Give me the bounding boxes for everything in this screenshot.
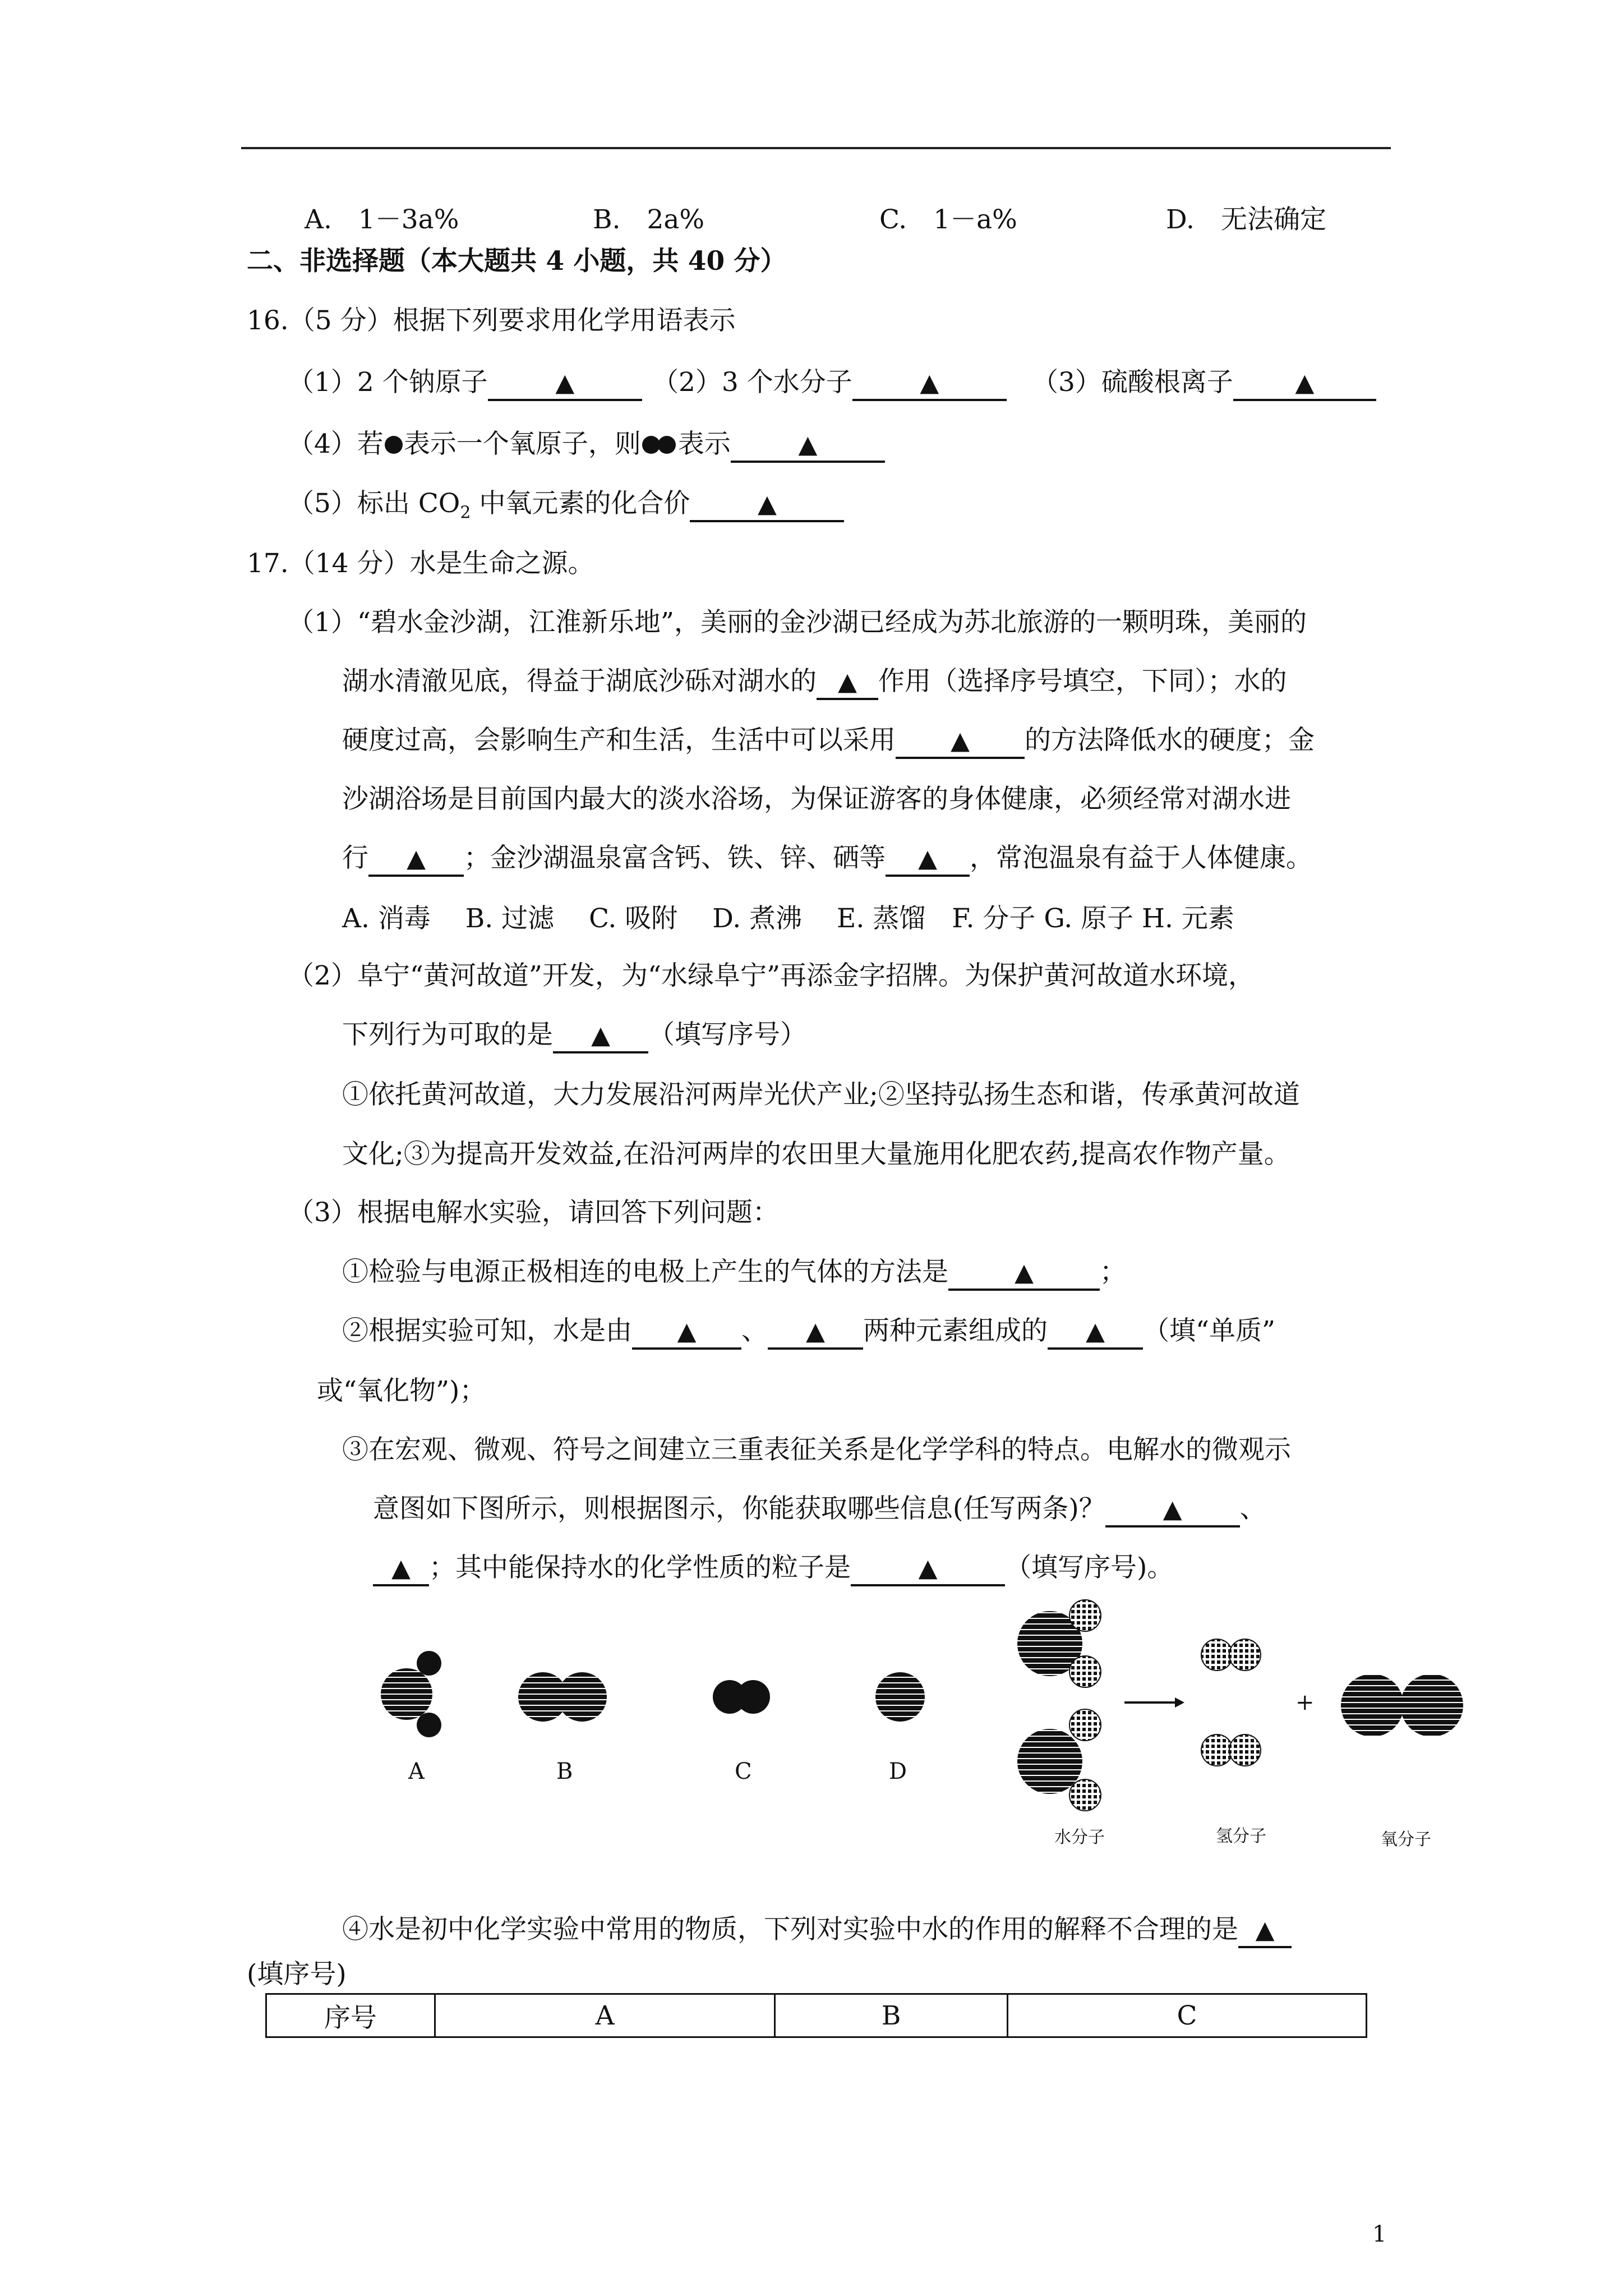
table-header-cell: C [1177,2000,1197,2031]
q15-option-b: B. 2a% [593,204,705,235]
blank-triangle-icon: ▲ [757,490,777,518]
q16-part-1: （1）2 个钠原子 [288,367,488,398]
section2-title: 二、非选择题（本大题共 4 小题，共 40 分） [247,246,787,277]
q17-s3-text: ④水是初中化学实验中常用的物质，下列对实验中水的作用的解释不合理的是 [342,1914,1238,1945]
answer-blank[interactable] [1048,1315,1143,1350]
blank-triangle-icon: ▲ [591,1021,610,1050]
q17-s3-2 [342,1314,1275,1350]
table-header-cell: B [776,1995,1008,2036]
q16-part-4a: （4）若 [288,429,384,459]
q17-s1-text: ，常泡温泉有益于人体健康。 [970,843,1312,873]
q17-s3-stem: （3）根据电解水实验，请回答下列问题： [288,1197,779,1228]
blank-triangle-icon: ▲ [1163,1495,1182,1524]
q17-s2-text: （填写序号） [648,1019,806,1050]
q17-s3-4-cont: (填序号) [247,1959,347,1990]
q17-s3-3-line-1: ③在宏观、微观、符号之间建立三重表征关系是化学学科的特点。电解水的微观示 [342,1434,1291,1465]
water-molecules-icon [1015,1593,1105,1818]
q15-option-a: A. 1－3a% [305,204,459,235]
q17-s1-text: 行 [342,843,368,873]
answer-blank[interactable] [1105,1493,1240,1527]
blank-triangle-icon: ▲ [1255,1916,1275,1944]
answer-blank[interactable] [373,1552,429,1586]
table-header-cell: 序号 [267,1995,436,2036]
q15-option-d: D. 无法确定 [1166,204,1326,235]
blank-triangle-icon: ▲ [951,726,970,755]
hydrogen-molecules-icon [1200,1632,1262,1778]
q17-s1-text: 作用（选择序号填空，下同）；水的 [878,666,1287,697]
answer-blank[interactable] [731,429,885,463]
q17-s2-line-4: 文化;③为提高开发效益,在沿河两岸的农田里大量施用化肥农药,提高农作物产量。 [342,1139,1290,1170]
label-hydrogen-molecule: 氢分子 [1216,1826,1266,1846]
q17-s3-text: ； [1100,1257,1126,1287]
molecule-c-icon [711,1677,773,1717]
q16-line-3 [1032,366,1376,401]
figure-label-a: A [408,1759,425,1784]
q17-s2-line-3: ①依托黄河故道，大力发展沿河两岸光伏产业;②坚持弘扬生态和谐，传承黄河故道 [342,1079,1300,1110]
q16-part-4b: 表示一个氧原子，则 [403,429,641,459]
blank-triangle-icon: ▲ [391,1554,411,1582]
molecule-a-icon [376,1646,460,1742]
figure-label-b: B [556,1759,573,1784]
answer-blank[interactable] [896,725,1025,759]
q16-part-4c: 表示 [677,429,731,459]
oxygen-molecule-icon [641,435,678,455]
blank-triangle-icon: ▲ [918,1554,938,1582]
q17-s3-3-line-3 [373,1551,1173,1586]
q17-s1-text: 湖水清澈见底，得益于湖底沙砾对湖水的 [342,666,817,697]
q17-s3-text: ②根据实验可知，水是由 [342,1315,632,1346]
page-number: 1 [1372,2221,1387,2247]
table-header-cell: A [436,1995,776,2036]
q16-line-5 [288,487,844,530]
q17-s2-text: 下列行为可取的是 [342,1019,553,1050]
q17-s3-text: ①检验与电源正极相连的电极上产生的气体的方法是 [342,1257,948,1287]
blank-triangle-icon: ▲ [1295,369,1315,397]
q17-s2-line-1: （2）阜宁“黄河故道”开发，为“水绿阜宁”再添金字招牌。为保护黄河故道水环境， [288,960,1255,991]
blank-triangle-icon: ▲ [1086,1317,1105,1346]
q17-s1-line-4: 沙湖浴场是目前国内最大的淡水浴场，为保证游客的身体健康，必须经常对湖水进 [342,784,1291,815]
answer-blank[interactable] [768,1315,863,1350]
q17-s3-text: 意图如下图所示，则根据图示，你能获取哪些信息(任写两条)？ [373,1493,1105,1524]
q17-s3-2-cont: 或“氧化物”)； [317,1375,486,1406]
q17-s3-text: 、 [1239,1493,1266,1524]
q17-s3-3-line-2 [373,1492,1266,1527]
q16-part-5b: 中氧元素的化合价 [471,488,690,519]
q16-stem: 16.（5 分）根据下列要求用化学用语表示 [247,305,736,336]
label-water-molecule: 水分子 [1054,1828,1105,1847]
blank-triangle-icon: ▲ [1015,1258,1034,1287]
q17-s1-line-5 [342,841,1312,877]
oxygen-molecule-diagram-icon [1338,1672,1467,1739]
q16-part-5-subscript: 2 [460,503,471,523]
answer-blank[interactable] [632,1315,741,1350]
q17-s1-text: ；金沙湖温泉富含钙、铁、锌、硒等 [464,843,886,873]
q16-part-2: （2）3 个水分子 [652,367,852,398]
q16-line-1 [288,366,642,401]
answer-blank[interactable] [948,1257,1100,1291]
answer-blank[interactable] [886,843,970,877]
q17-s1-line-1: （1）“碧水金沙湖，江淮新乐地”，美丽的金沙湖已经成为苏北旅游的一颗明珠，美丽的 [288,607,1307,638]
answer-blank[interactable] [368,843,464,877]
plus-sign: + [1295,1690,1315,1715]
reaction-arrow-icon [1122,1694,1186,1711]
q15-option-c: C. 1－a% [879,204,1017,235]
answer-blank[interactable] [1233,367,1376,401]
q17-s3-text: （填“单质” [1143,1315,1276,1346]
experiment-table-header [265,1993,1367,2038]
header-rule [241,147,1391,149]
answer-blank[interactable] [851,1552,1005,1586]
q17-s3-4 [342,1913,1292,1948]
blank-triangle-icon: ▲ [407,844,426,873]
blank-triangle-icon: ▲ [920,369,939,397]
blank-triangle-icon: ▲ [806,1317,825,1346]
q17-s1-text: 的方法降低水的硬度；金 [1025,725,1315,756]
figure-label-d: D [889,1759,907,1784]
q17-s1-line-3 [342,724,1315,759]
answer-blank[interactable] [852,367,1007,401]
molecule-d-icon [872,1669,928,1725]
q17-s3-text: ；其中能保持水的化学性质的粒子是 [429,1552,851,1583]
molecule-b-icon [516,1669,611,1725]
q17-s1-options: A. 消毒 B. 过滤 C. 吸附 D. 煮沸 E. 蒸馏 F. 分子 G. 原子 H. 元素 [342,903,1234,934]
q16-part-3: （3）硫酸根离子 [1032,367,1233,398]
q17-s3-text: 、 [741,1315,768,1346]
q16-line-2 [652,366,1007,401]
q17-s3-1 [342,1255,1126,1291]
answer-blank[interactable] [488,367,642,401]
q17-s1-line-2 [342,665,1287,700]
q17-s2-line-2 [342,1018,806,1053]
q17-s3-text: （填写序号)。 [1005,1552,1174,1583]
label-oxygen-molecule: 氧分子 [1381,1830,1431,1849]
answer-blank[interactable] [1238,1914,1292,1948]
q17-stem: 17.（14 分）水是生命之源。 [247,548,594,579]
blank-triangle-icon: ▲ [677,1317,697,1346]
answer-blank[interactable] [690,488,844,522]
q16-part-5a: （5）标出 CO [288,488,460,519]
figure-label-c: C [735,1759,752,1784]
q16-line-4 [288,427,885,463]
q17-s3-text: 两种元素组成的 [863,1315,1048,1346]
blank-triangle-icon: ▲ [918,844,937,873]
oxygen-atom-icon [384,435,404,455]
q17-s1-text: 硬度过高，会影响生产和生活，生活中可以采用 [342,725,896,756]
answer-blank[interactable] [817,666,878,700]
blank-triangle-icon: ▲ [555,369,575,397]
answer-blank[interactable] [553,1019,648,1053]
blank-triangle-icon: ▲ [798,430,818,459]
blank-triangle-icon: ▲ [838,668,857,696]
